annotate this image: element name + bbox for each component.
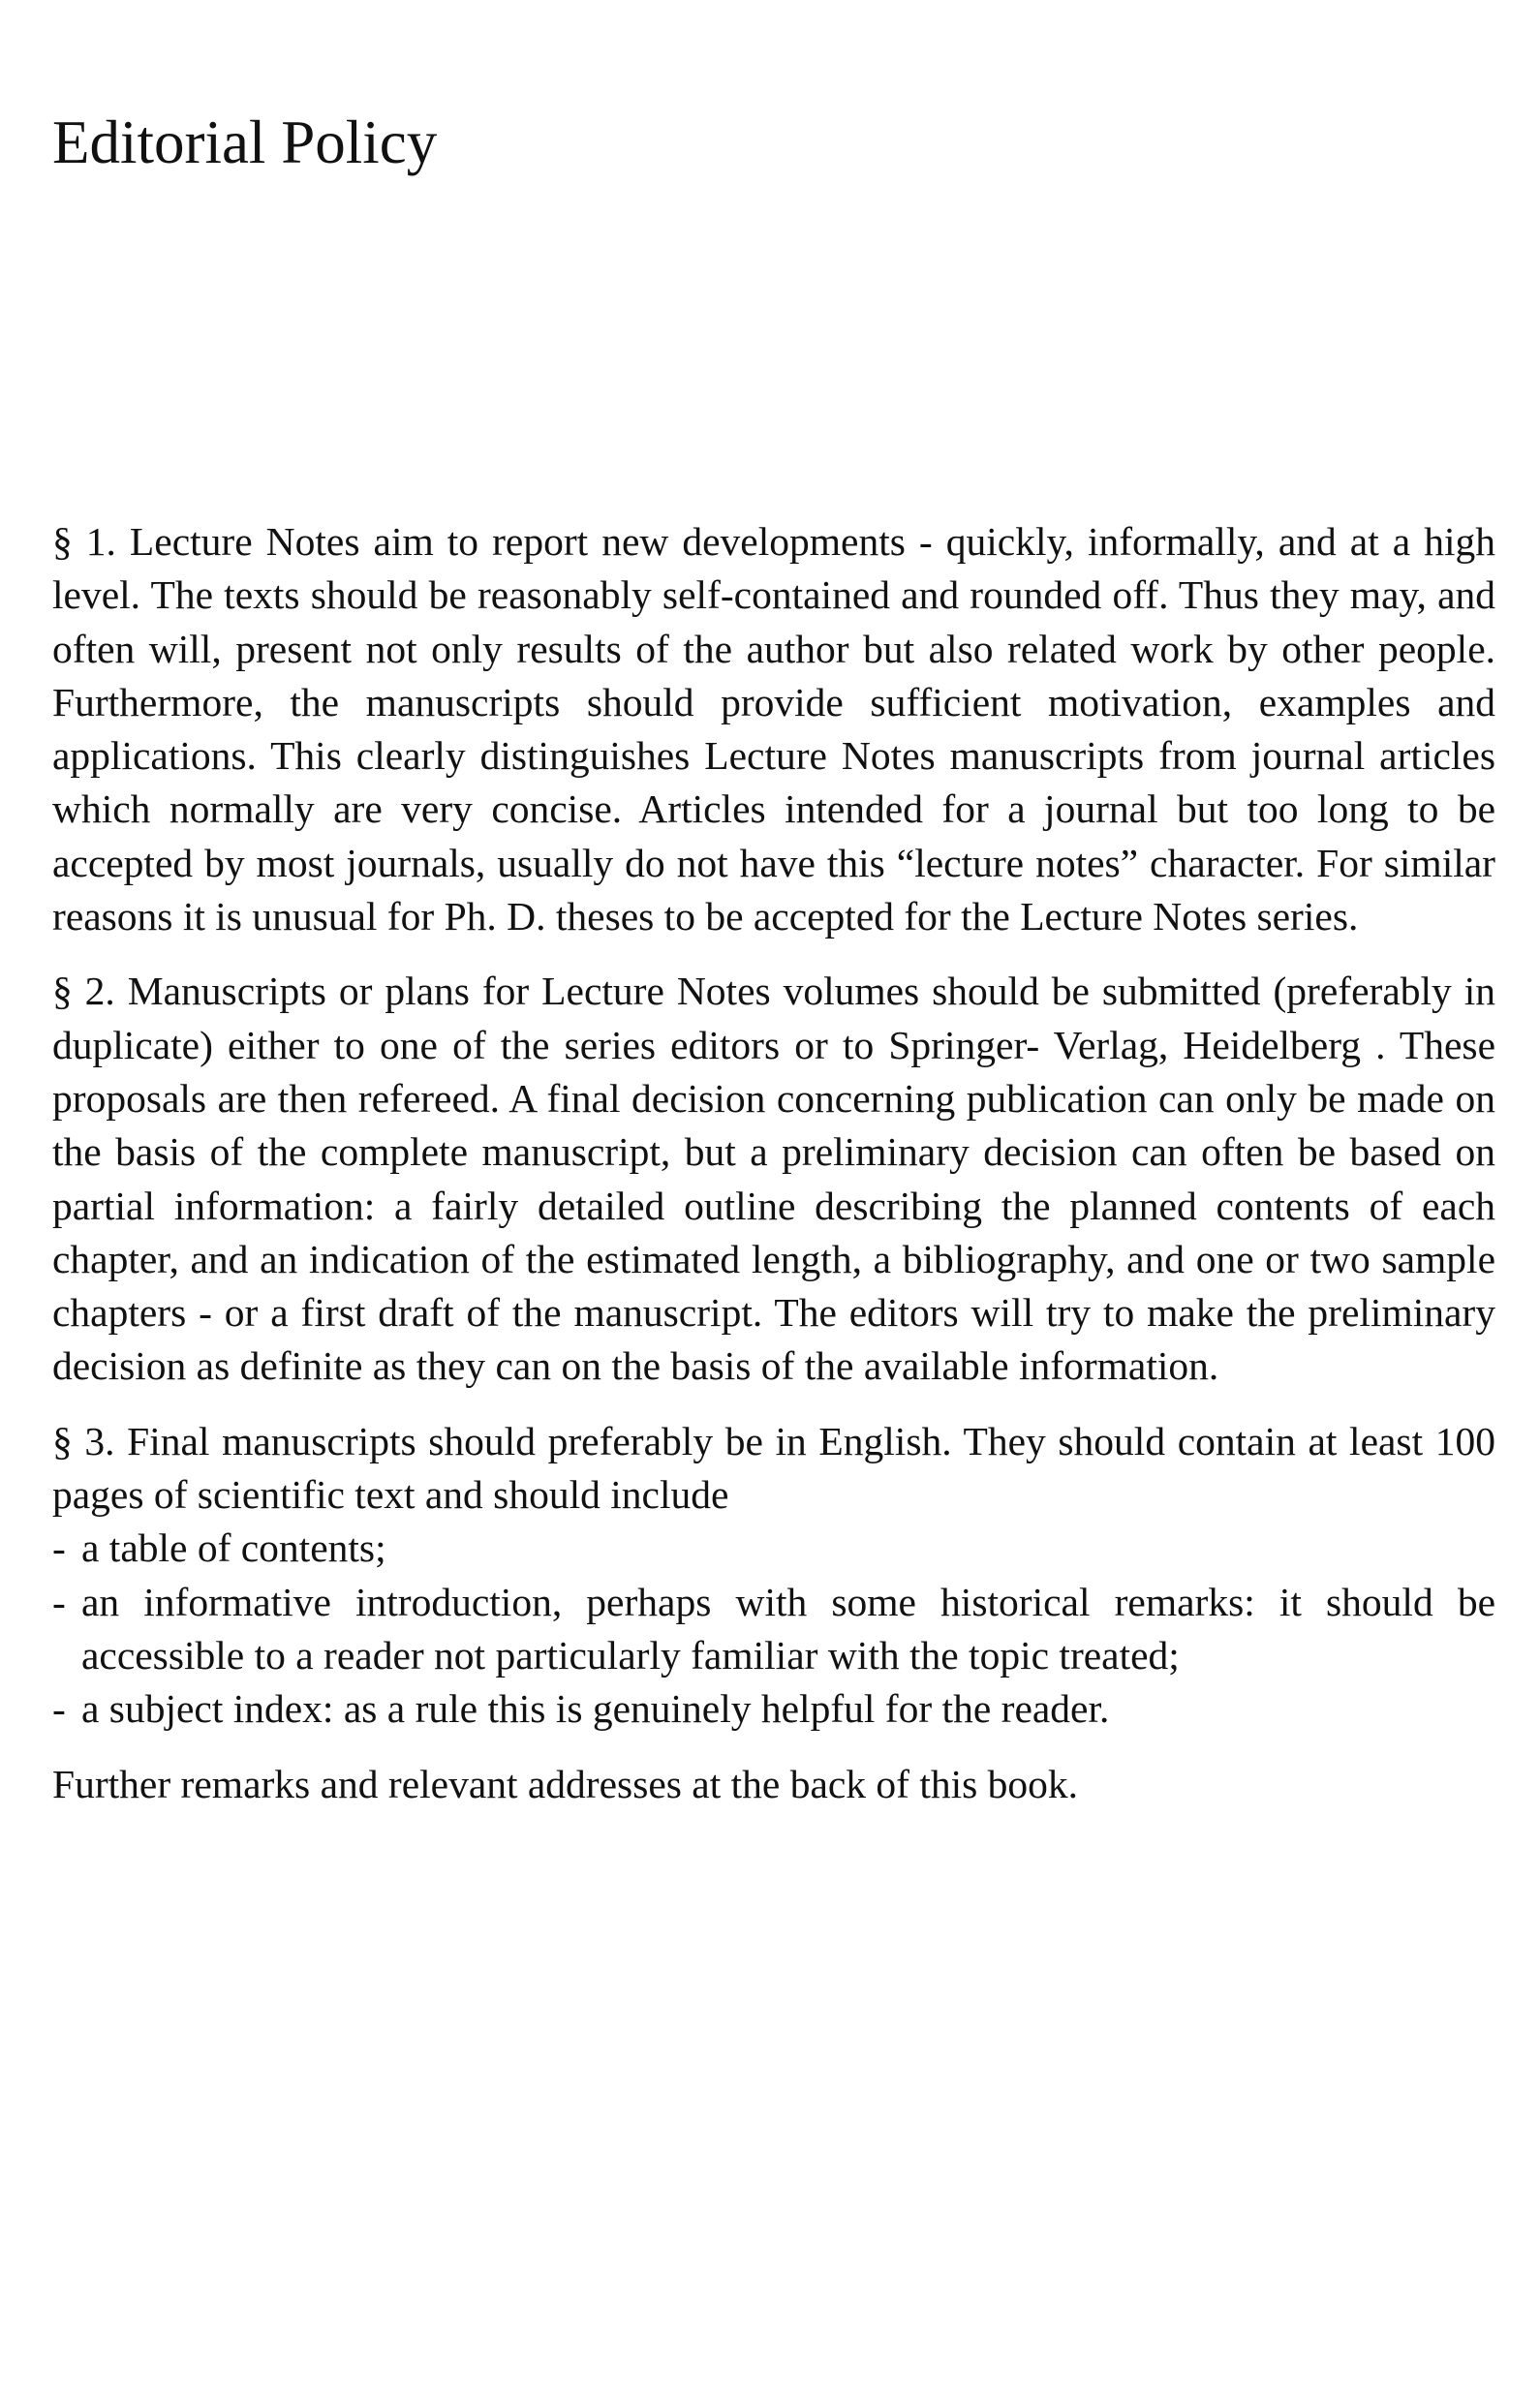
list-bullet: - bbox=[52, 1579, 66, 1624]
list-item-text: a table of contents; bbox=[81, 1525, 386, 1571]
policy-body bbox=[52, 515, 1495, 1832]
document-page bbox=[52, 0, 1495, 2402]
list-item bbox=[52, 1576, 1495, 1683]
list-bullet: - bbox=[52, 1686, 66, 1732]
list-item bbox=[52, 1522, 1495, 1575]
requirements-list bbox=[52, 1522, 1495, 1736]
list-item-text: an informative introduction, perhaps with some historical remarks: it should be accessible to a reader not particularly familiar with the topic treated; bbox=[81, 1579, 1495, 1678]
closing-remark: Further remarks and relevant addresses at the back of this book. bbox=[52, 1761, 1079, 1806]
list-item-text: a subject index: as a rule this is genuinely helpful for the reader. bbox=[81, 1686, 1110, 1732]
list-item bbox=[52, 1682, 1495, 1736]
list-bullet: - bbox=[52, 1525, 66, 1571]
page-title: Editorial Policy bbox=[52, 108, 438, 176]
section-1-paragraph: § 1. Lecture Notes aim to report new developments - quickly, informally, and at a high level. The texts should be reasonably self-contained and rounded off. Thus they may, and often will, present not only results of the author but also related work by other people. Furthermore, the manuscripts should provide sufficient motivation, examples and applications. This clearly distinguishes Lecture Notes manuscripts from journal articles which normally are very concise. Articles intended for a journal but too long to be accepted by most journals, usually do not have this “lecture notes” character. For similar reasons it is unusual for Ph. D. theses to be accepted for the Lecture Notes series. bbox=[52, 519, 1495, 939]
section-2-paragraph: § 2. Manuscripts or plans for Lecture Notes volumes should be submitted (preferably in duplicate) either to one of the series editors or to Springer- Verlag, Heidelberg . These proposals are then refereed. A final decision concerning publication can only be made on the basis of the complete manuscript, but a preliminary decision can often be based on partial information: a fairly detailed outline describing the planned contents of each chapter, and an indication of the estimated length, a bibliography, and one or two sample chapters - or a first draft of the manuscript. The editors will try to make the preliminary decision as definite as they can on the basis of the available information. bbox=[52, 969, 1495, 1389]
section-3-paragraph: § 3. Final manuscripts should preferably be in English. They should contain at least 100 pages of scientific text and should include bbox=[52, 1418, 1495, 1518]
